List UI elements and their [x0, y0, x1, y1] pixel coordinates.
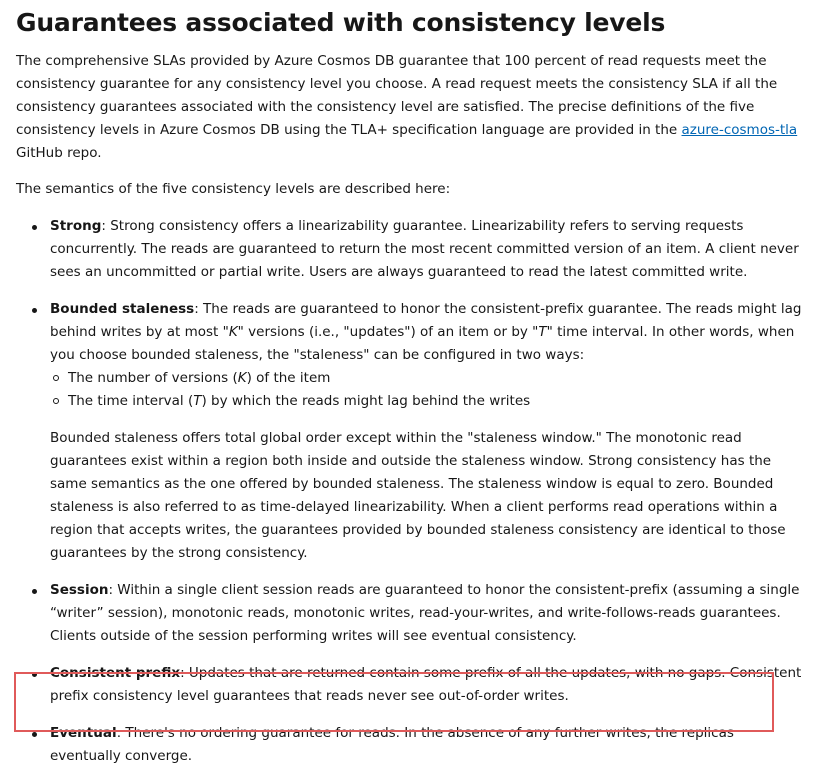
intro-paragraph: [16, 50, 806, 165]
bounded-staleness-details: Bounded staleness offers total global order except within the "staleness window." The monotonic read guarantees exist within a region both inside and outside the staleness window. Strong consistency has the same semantics as the one offered by bounded staleness. The staleness window is equal to zero. Bounded staleness is also referred to as time-delayed linearizability. When a client performs read operations within a region that accepts writes, the guarantees provided by bounded staleness consistency are identical to those guarantees by the strong consistency.: [50, 430, 786, 561]
page-title: Guarantees associated with consistency levels: [16, 8, 666, 37]
list-item-eventual: [16, 722, 806, 768]
list-item-consistent-prefix: [16, 662, 806, 708]
level-text-consistent-prefix: : Updates that are returned contain some prefix of all the updates, with no gaps. Consistent prefix consistency level guarantees that reads never see out-of-order writes.: [50, 665, 802, 704]
list-item-strong: [16, 215, 806, 284]
bounded-text-2: " versions (i.e., "updates") of an item or by ": [237, 324, 539, 340]
sub-2-after: ) by which the reads might lag behind the writes: [201, 393, 531, 409]
sub-item-versions: [50, 367, 806, 390]
list-item-bounded-staleness: [16, 298, 806, 565]
var-k: K: [228, 324, 238, 340]
consistency-levels-list: [16, 215, 806, 768]
semantics-intro: The semantics of the five consistency levels are described here:: [16, 181, 451, 197]
level-text-strong: : Strong consistency offers a linearizability guarantee. Linearizability refers to serving requests concurrently. The reads are guaranteed to return the most recent committed version of an item. A client never sees an uncommitted or partial write. Users are always guaranteed to read the latest committed write.: [50, 218, 799, 280]
var-t: T: [538, 324, 547, 340]
level-name-session: Session: [50, 582, 109, 598]
bounded-text-3: " time interval. In other words, when you choose bounded staleness, the "staleness" can be configured in two ways:: [50, 324, 795, 363]
bounded-text-1: : The reads are guaranteed to honor the consistent-prefix guarantee. The reads might lag behind writes by at most ": [50, 301, 802, 340]
sub-1-var: K: [237, 370, 247, 386]
sub-item-time-interval: [50, 390, 806, 413]
sub-2-before: The time interval (: [68, 393, 194, 409]
level-name-strong: Strong: [50, 218, 102, 234]
level-text-session: : Within a single client session reads are guaranteed to honor the consistent-prefix (assuming a single “writer” session), monotonic reads, monotonic writes, read-your-writes, and write-follows-reads guarantees. Clients outside of the session performing writes will see eventual consistency.: [50, 582, 800, 644]
level-text-eventual: : There's no ordering guarantee for reads. In the absence of any further writes, the replicas eventually converge.: [50, 725, 734, 764]
sub-1-before: The number of versions (: [68, 370, 238, 386]
intro-text-end: GitHub repo.: [16, 145, 102, 161]
list-item-session: [16, 579, 806, 648]
sub-2-var: T: [193, 393, 202, 409]
intro-text: The comprehensive SLAs provided by Azure Cosmos DB guarantee that 100 percent of read requests meet the consistency guarantee for any consistency level you choose. A read request meets the consistency SLA if all the consistency guarantees associated with the consistency level are satisfied. The precise definitions of the five consistency levels in Azure Cosmos DB using the TLA+ specification language are provided in the: [16, 53, 778, 138]
level-name-eventual: Eventual: [50, 725, 117, 741]
level-name-consistent-prefix: Consistent prefix: [50, 665, 181, 681]
staleness-options-list: [50, 367, 806, 413]
sub-1-after: ) of the item: [246, 370, 331, 386]
article-content: [16, 0, 806, 768]
level-name-bounded-staleness: Bounded staleness: [50, 301, 195, 317]
azure-cosmos-tla-link[interactable]: azure-cosmos-tla: [681, 122, 798, 138]
bounded-staleness-paragraph: [50, 298, 806, 367]
